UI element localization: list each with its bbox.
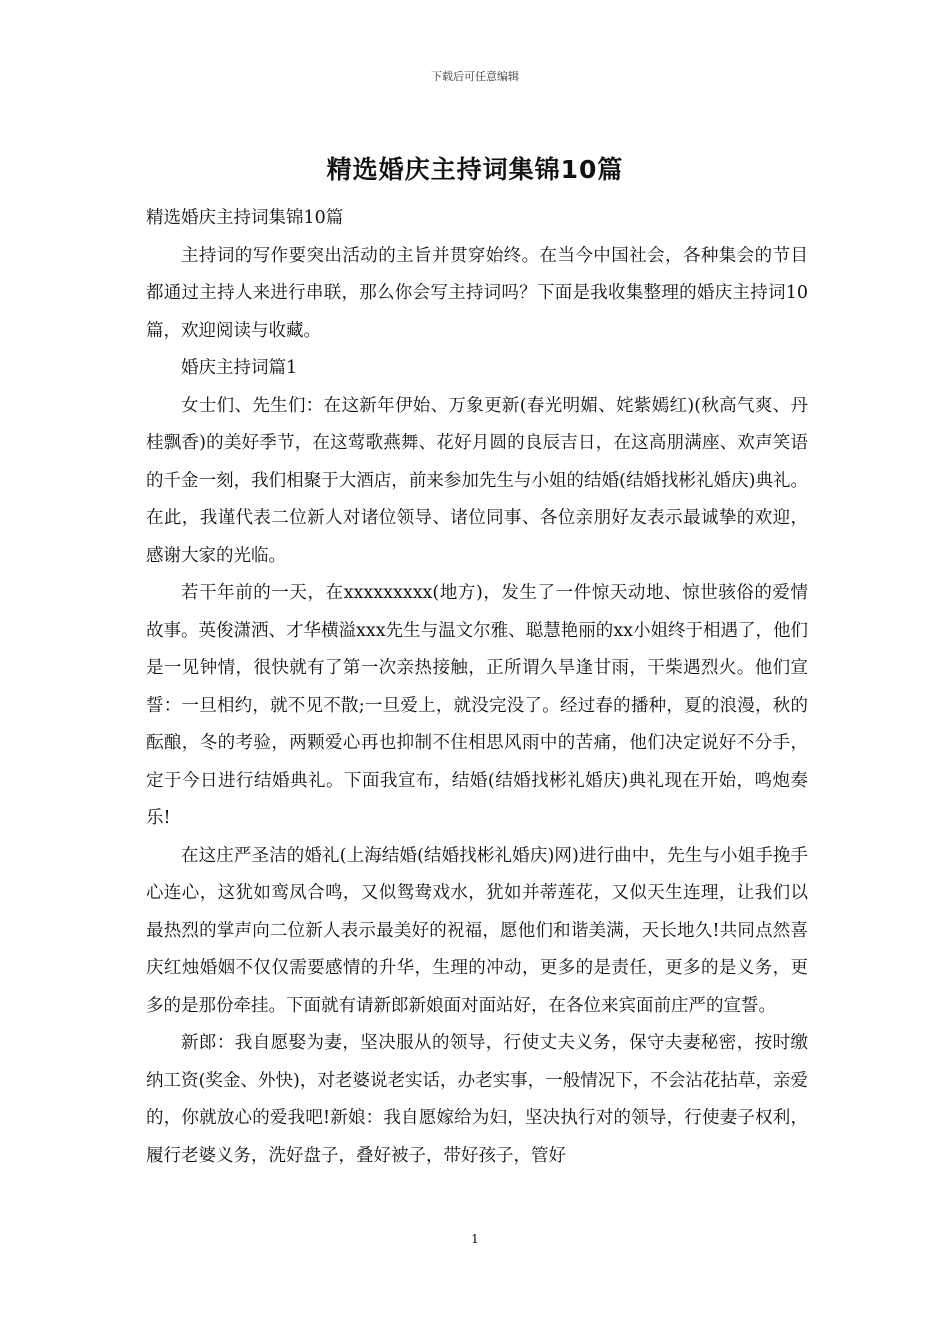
page-number: 1 [471, 1232, 479, 1246]
body-paragraph: 新郎：我自愿娶为妻，坚决服从的领导，行使丈夫义务，保守夫妻秘密，按时缴纳工资(奖金、外快)，对老婆说老实话，办老实事，一般情况下，不会沾花拈草，亲爱的，你就放心的爱我吧!新娘：我自愿嫁给为妇，坚决执行对的领导，行使妻子权利，履行老婆义务，洗好盘子，叠好被子，带好孩子，管好 [146, 1033, 808, 1166]
subtitle: 精选婚庆主持词集锦10篇 [146, 208, 344, 228]
section-heading: 婚庆主持词篇1 [181, 358, 298, 378]
document-body [146, 200, 808, 1175]
intro-paragraph: 主持词的写作要突出活动的主旨并贯穿始终。在当今中国社会，各种集会的节目都通过主持人来进行串联，那么你会写主持词吗？下面是我收集整理的婚庆主持词10篇，欢迎阅读与收藏。 [146, 245, 808, 341]
document-title: 精选婚庆主持词集锦10篇 [326, 155, 624, 184]
page-header: 下载后可任意编辑 [431, 70, 519, 83]
body-paragraph: 若干年前的一天，在xxxxxxxxx(地方)，发生了一件惊天动地、惊世骇俗的爱情故事。英俊潇洒、才华横溢xxx先生与温文尔雅、聪慧艳丽的xx小姐终于相遇了，他们是一见钟情，很快就有了第一次亲热接触，正所谓久旱逢甘雨，干柴遇烈火。他们宣誓：一旦相约，就不见不散;一旦爱上，就没完没了。经过春的播种，夏的浪漫，秋的酝酿，冬的考验，两颗爱心再也抑制不住相思风雨中的苦痛，他们决定说好不分手，定于今日进行结婚典礼。下面我宣布，结婚(结婚找彬礼婚庆)典礼现在开始，鸣炮奏乐! [146, 583, 808, 828]
body-paragraph: 女士们、先生们：在这新年伊始、万象更新(春光明媚、姹紫嫣红)(秋高气爽、丹桂飘香)的美好季节，在这莺歌燕舞、花好月圆的良辰吉日，在这高朋满座、欢声笑语的千金一刻，我们相聚于大酒店，前来参加先生与小姐的结婚(结婚找彬礼婚庆)典礼。在此，我谨代表二位新人对诸位领导、诸位同事、各位亲朋好友表示最诚挚的欢迎，感谢大家的光临。 [146, 395, 808, 566]
body-paragraph: 在这庄严圣洁的婚礼(上海结婚(结婚找彬礼婚庆)网)进行曲中，先生与小姐手挽手心连心，这犹如鸾凤合鸣，又似鸳鸯戏水，犹如并蒂莲花，又似天生连理，让我们以最热烈的掌声向二位新人表示最美好的祝福，愿他们和谐美满，天长地久!共同点然喜庆红烛婚姻不仅仅需要感情的升华，生理的冲动，更多的是责任，更多的是义务，更多的是那份牵挂。下面就有请新郎新娘面对面站好，在各位来宾面前庄严的宣誓。 [146, 845, 808, 1016]
